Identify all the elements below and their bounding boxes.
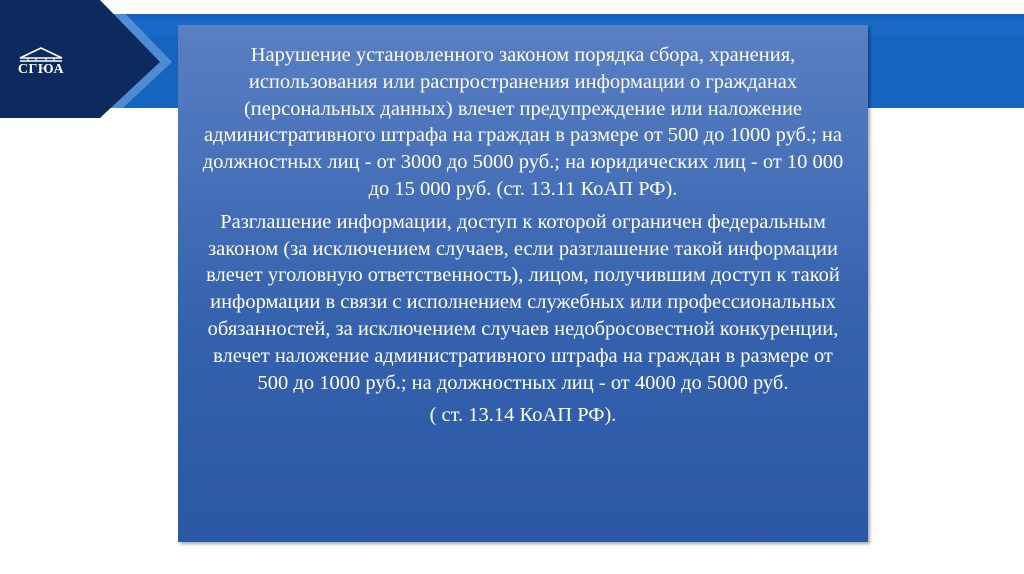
university-logo <box>16 46 66 92</box>
paragraph-personal-data: Нарушение установленного законом порядка сбора, хранения, использования или распространения информации о гражданах (персональных данных) влечет предупреждение или наложение административного штрафа на граждан в размере от 500 до 1000 руб.; на должностных лиц - от 3000 до 5000 руб.; на юридических лиц - от 10 000 до 15 000 руб. (ст. 13.11 КоАП РФ). <box>202 44 844 200</box>
logo-text: СГЮА <box>17 62 65 77</box>
paragraph-disclosure: Разглашение информации, доступ к которой ограничен федеральным законом (за исключением случаев, если разглашение такой информации влечет уголовную ответственность), лицом, получившим доступ к такой информации в связи с исполнением служебных или профессиональных обязанностей, за исключением случаев недобросовестной конкуренции, влечет наложение административного штрафа на граждан в размере от 500 до 1000 руб.; на должностных лиц - от 4000 до 5000 руб. <box>206 210 840 394</box>
reference-article-13-14: ( ст. 13.14 КоАП РФ). <box>429 404 617 427</box>
content-box <box>178 25 868 542</box>
